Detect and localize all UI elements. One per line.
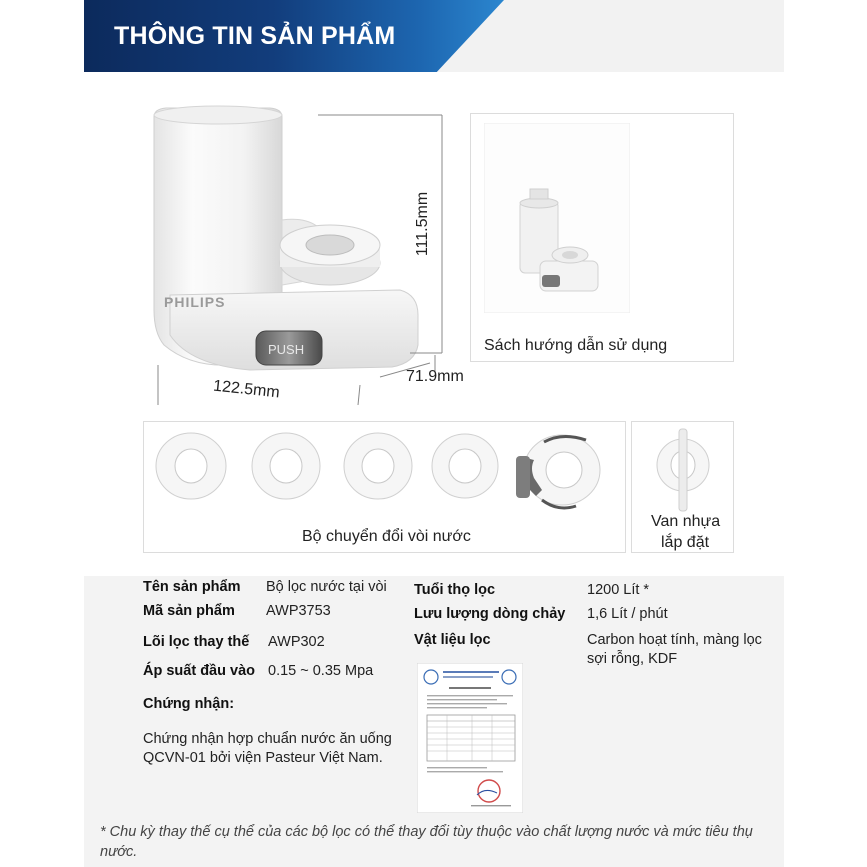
adapter-ring-2 [252, 433, 320, 499]
page-title: THÔNG TIN SẢN PHẨM [114, 22, 396, 50]
depth-dimension: 71.9mm [406, 368, 464, 385]
spec-value-filter-material-line1: Carbon hoạt tính, màng lọc [587, 632, 762, 648]
manual-label: Sách hướng dẫn sử dụng [484, 337, 668, 354]
spec-label-replacement-filter: Lõi lọc thay thế [143, 634, 250, 650]
brand-logo: PHILIPS [164, 294, 226, 310]
adapter-rings [150, 430, 620, 520]
adapter-ring-3 [344, 433, 412, 499]
spec-value-input-pressure: 0.15 ~ 0.35 Mpa [268, 663, 374, 679]
certification-label: Chứng nhận: [143, 696, 235, 712]
spec-label-filter-material: Vật liệu lọc [414, 632, 491, 648]
spec-value-filter-material-line2: sợi rỗng, KDF [587, 651, 678, 667]
push-button-label: PUSH [268, 342, 305, 357]
adapter-ring-1 [156, 433, 226, 499]
valve-image [650, 425, 715, 515]
certificate-image [417, 663, 523, 813]
width-dimension: 122.5mm [212, 377, 281, 402]
certification-text-line1: Chứng nhận hợp chuẩn nước ăn uống [143, 731, 392, 747]
adapters-label: Bộ chuyển đổi vòi nước [302, 528, 471, 545]
spec-value-product-code: AWP3753 [266, 603, 331, 619]
spec-label-input-pressure: Áp suất đầu vào [143, 663, 255, 679]
footnote: * Chu kỳ thay thế cụ thể của các bộ lọc có thể thay đổi tùy thuộc vào chất lượng nước và mức tiêu thụ nước. [100, 824, 753, 860]
manual-image [484, 123, 630, 313]
spec-label-filter-life: Tuổi thọ lọc [414, 582, 496, 598]
adapter-ring-4 [432, 434, 498, 498]
header-banner [84, 0, 784, 72]
spec-label-product-name: Tên sản phẩm [143, 579, 241, 595]
spec-label-product-code: Mã sản phẩm [143, 603, 235, 619]
spec-label-flow-rate: Lưu lượng dòng chảy [414, 606, 566, 622]
spec-value-filter-life: 1200 Lít * [587, 582, 650, 598]
adapter-ring-clamp [516, 435, 600, 508]
spec-value-replacement-filter: AWP302 [268, 634, 325, 650]
certification-text-line2: QCVN-01 bởi viện Pasteur Việt Nam. [143, 750, 383, 766]
valve-label-line2: lắp đặt [661, 534, 710, 551]
valve-label-line1: Van nhựa [651, 513, 721, 530]
spec-value-flow-rate: 1,6 Lít / phút [587, 606, 668, 622]
height-dimension: 111.5mm [414, 191, 431, 257]
spec-value-product-name: Bộ lọc nước tại vòi [266, 579, 387, 595]
